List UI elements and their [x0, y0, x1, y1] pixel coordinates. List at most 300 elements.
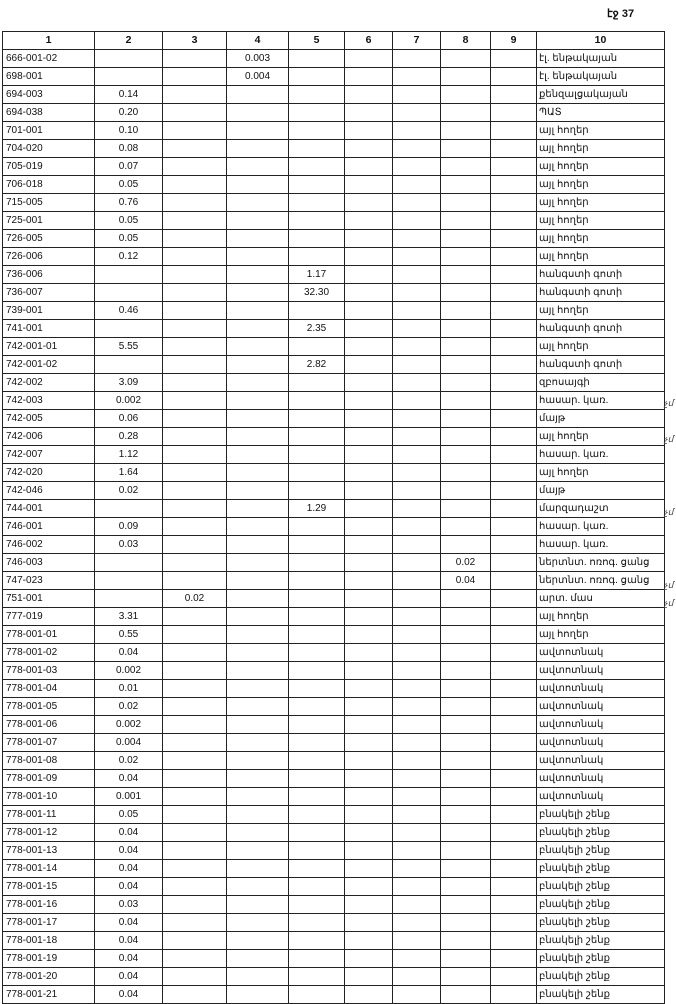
area-cell [163, 734, 227, 752]
table-row [3, 428, 665, 446]
area-cell [227, 176, 289, 194]
area-cell [163, 662, 227, 680]
area-cell [95, 590, 163, 608]
area-cell [345, 158, 393, 176]
area-cell [289, 176, 345, 194]
area-cell [441, 590, 491, 608]
area-cell [289, 158, 345, 176]
area-cell [345, 608, 393, 626]
area-cell: 3.09 [95, 374, 163, 392]
table-row [3, 716, 665, 734]
table-row [3, 824, 665, 842]
area-cell [441, 284, 491, 302]
area-cell [441, 446, 491, 464]
area-cell [491, 608, 537, 626]
area-cell [163, 770, 227, 788]
area-cell: 0.04 [95, 914, 163, 932]
parcel-code-cell: 778-001-04 [3, 680, 95, 698]
area-cell [163, 374, 227, 392]
area-cell [227, 734, 289, 752]
parcel-code-cell: 778-001-09 [3, 770, 95, 788]
area-cell [163, 896, 227, 914]
area-cell: 0.002 [95, 716, 163, 734]
area-cell [289, 590, 345, 608]
area-cell [289, 608, 345, 626]
area-cell [289, 896, 345, 914]
area-cell [491, 644, 537, 662]
area-cell [491, 770, 537, 788]
parcel-code-cell: 778-001-03 [3, 662, 95, 680]
land-use-cell: այլ հողեր [537, 302, 665, 320]
area-cell [393, 284, 441, 302]
area-cell [227, 842, 289, 860]
parcel-code-cell: 778-001-19 [3, 950, 95, 968]
area-cell [95, 266, 163, 284]
area-cell [441, 734, 491, 752]
land-use-cell: այլ հողեր [537, 176, 665, 194]
area-cell [227, 518, 289, 536]
parcel-code-cell: 698-001 [3, 68, 95, 86]
land-use-cell: հանգստի գոտի [537, 284, 665, 302]
area-cell [393, 842, 441, 860]
parcel-code-cell: 742-001-02 [3, 356, 95, 374]
land-use-cell: այլ հողեր [537, 248, 665, 266]
area-cell [289, 986, 345, 1004]
area-cell: 0.03 [95, 536, 163, 554]
area-cell [227, 950, 289, 968]
area-cell [491, 842, 537, 860]
area-cell [393, 230, 441, 248]
area-cell: 0.04 [95, 644, 163, 662]
area-cell [227, 806, 289, 824]
area-cell [441, 50, 491, 68]
area-cell [289, 536, 345, 554]
area-cell [163, 140, 227, 158]
land-use-cell: բնակելի շենք [537, 878, 665, 896]
area-cell [289, 860, 345, 878]
area-cell [491, 500, 537, 518]
parcel-code-cell: 666-001-02 [3, 50, 95, 68]
area-cell [441, 662, 491, 680]
area-cell [163, 572, 227, 590]
area-cell [393, 374, 441, 392]
table-row [3, 140, 665, 158]
area-cell [163, 446, 227, 464]
table-row [3, 86, 665, 104]
area-cell [441, 824, 491, 842]
area-cell [227, 878, 289, 896]
area-cell [393, 824, 441, 842]
area-cell [441, 680, 491, 698]
area-cell [227, 428, 289, 446]
area-cell: 32.30 [289, 284, 345, 302]
land-use-cell: ավտոտնակ [537, 734, 665, 752]
area-cell [289, 410, 345, 428]
parcel-code-cell: 742-002 [3, 374, 95, 392]
column-header: 9 [491, 32, 537, 50]
land-use-cell: ներտնտ. ոռոգ. ցանց [537, 572, 665, 590]
area-cell [441, 158, 491, 176]
area-cell [393, 932, 441, 950]
area-cell [441, 374, 491, 392]
parcel-code-cell: 715-005 [3, 194, 95, 212]
area-cell [491, 878, 537, 896]
area-cell [491, 734, 537, 752]
table-row [3, 644, 665, 662]
area-cell [393, 500, 441, 518]
area-cell: 0.02 [163, 590, 227, 608]
area-cell: 0.09 [95, 518, 163, 536]
area-cell [441, 230, 491, 248]
parcel-code-cell: 741-001 [3, 320, 95, 338]
area-cell [289, 374, 345, 392]
area-cell [441, 356, 491, 374]
area-cell: 0.14 [95, 86, 163, 104]
area-cell [491, 428, 537, 446]
area-cell: 0.04 [95, 878, 163, 896]
area-cell [289, 518, 345, 536]
table-row [3, 356, 665, 374]
area-cell [289, 626, 345, 644]
parcel-code-cell: 778-001-10 [3, 788, 95, 806]
table-row [3, 104, 665, 122]
area-cell [441, 86, 491, 104]
area-cell [289, 140, 345, 158]
area-cell [491, 176, 537, 194]
area-cell [491, 392, 537, 410]
area-cell [441, 968, 491, 986]
area-cell [345, 878, 393, 896]
land-use-cell: բնակելի շենք [537, 914, 665, 932]
area-cell [227, 140, 289, 158]
parcel-code-cell: 736-006 [3, 266, 95, 284]
area-cell [163, 914, 227, 932]
area-cell [393, 644, 441, 662]
parcel-code-cell: 742-005 [3, 410, 95, 428]
area-cell [227, 482, 289, 500]
area-cell [95, 284, 163, 302]
header-row [3, 32, 665, 50]
area-cell [227, 230, 289, 248]
area-cell [163, 608, 227, 626]
area-cell [227, 266, 289, 284]
area-cell [491, 698, 537, 716]
parcel-code-cell: 742-006 [3, 428, 95, 446]
parcel-code-cell: 778-001-12 [3, 824, 95, 842]
land-use-cell: մայթ [537, 482, 665, 500]
area-cell [491, 806, 537, 824]
parcel-code-cell: 778-001-02 [3, 644, 95, 662]
area-cell [345, 482, 393, 500]
area-cell [163, 68, 227, 86]
area-cell [345, 716, 393, 734]
area-cell: 2.35 [289, 320, 345, 338]
table-row [3, 482, 665, 500]
land-use-cell: ներտնտ. ոռոգ. ցանց [537, 554, 665, 572]
area-cell [227, 860, 289, 878]
parcel-code-cell: 778-001-17 [3, 914, 95, 932]
parcel-code-cell: 746-002 [3, 536, 95, 554]
area-cell [227, 194, 289, 212]
area-cell: 1.29 [289, 500, 345, 518]
area-cell [289, 824, 345, 842]
area-cell [345, 770, 393, 788]
area-cell [441, 266, 491, 284]
area-cell [163, 788, 227, 806]
parcel-code-cell: 706-018 [3, 176, 95, 194]
area-cell [441, 320, 491, 338]
land-use-cell: այլ հողեր [537, 212, 665, 230]
area-cell [441, 338, 491, 356]
land-use-cell: այլ հողեր [537, 338, 665, 356]
area-cell [345, 734, 393, 752]
area-cell [163, 320, 227, 338]
area-cell [227, 500, 289, 518]
column-header: 3 [163, 32, 227, 50]
area-cell [227, 680, 289, 698]
area-cell [95, 50, 163, 68]
area-cell [441, 500, 491, 518]
area-cell [393, 194, 441, 212]
area-cell [163, 518, 227, 536]
area-cell [227, 104, 289, 122]
area-cell [393, 950, 441, 968]
area-cell [393, 608, 441, 626]
parcel-code-cell: 777-019 [3, 608, 95, 626]
area-cell: 5.55 [95, 338, 163, 356]
area-cell [289, 338, 345, 356]
area-cell [441, 248, 491, 266]
margin-note: չմ [664, 579, 674, 590]
area-cell [491, 950, 537, 968]
area-cell [163, 392, 227, 410]
area-cell: 0.04 [95, 932, 163, 950]
land-use-cell: հանգստի գոտի [537, 356, 665, 374]
table-body [3, 50, 665, 1004]
area-cell [289, 554, 345, 572]
area-cell [345, 554, 393, 572]
area-cell [441, 518, 491, 536]
area-cell: 0.04 [95, 770, 163, 788]
area-cell [163, 158, 227, 176]
land-use-cell: ավտոտնակ [537, 680, 665, 698]
table-row [3, 68, 665, 86]
area-cell [441, 914, 491, 932]
area-cell [227, 932, 289, 950]
area-cell [95, 356, 163, 374]
area-cell: 0.02 [95, 698, 163, 716]
area-cell [345, 536, 393, 554]
area-cell [345, 590, 393, 608]
area-cell [491, 266, 537, 284]
area-cell [441, 68, 491, 86]
table-row [3, 266, 665, 284]
area-cell [227, 770, 289, 788]
area-cell: 0.001 [95, 788, 163, 806]
area-cell [227, 554, 289, 572]
area-cell [441, 302, 491, 320]
area-cell [393, 788, 441, 806]
area-cell: 0.05 [95, 230, 163, 248]
land-use-cell: հասար. կառ. [537, 392, 665, 410]
area-cell [441, 392, 491, 410]
area-cell [345, 338, 393, 356]
area-cell [491, 410, 537, 428]
land-use-cell: մայթ [537, 410, 665, 428]
table-row [3, 302, 665, 320]
column-header: 10 [537, 32, 665, 50]
land-use-cell: հասար. կառ. [537, 536, 665, 554]
parcel-code-cell: 778-001-05 [3, 698, 95, 716]
parcel-code-cell: 739-001 [3, 302, 95, 320]
area-cell [393, 266, 441, 284]
area-cell [289, 932, 345, 950]
parcel-code-cell: 747-023 [3, 572, 95, 590]
parcel-code-cell: 736-007 [3, 284, 95, 302]
land-use-cell: հասար. կառ. [537, 446, 665, 464]
table-row [3, 932, 665, 950]
area-cell [491, 194, 537, 212]
area-cell [491, 536, 537, 554]
parcel-code-cell: 778-001-20 [3, 968, 95, 986]
area-cell [441, 842, 491, 860]
parcel-code-cell: 705-019 [3, 158, 95, 176]
table-row [3, 860, 665, 878]
land-use-cell: հասար. կառ. [537, 518, 665, 536]
area-cell [491, 86, 537, 104]
table-row [3, 536, 665, 554]
area-cell [393, 914, 441, 932]
area-cell [163, 194, 227, 212]
column-header: 8 [441, 32, 491, 50]
table-row [3, 590, 665, 608]
area-cell [393, 392, 441, 410]
area-cell [163, 356, 227, 374]
area-cell [163, 860, 227, 878]
area-cell: 0.76 [95, 194, 163, 212]
area-cell [227, 122, 289, 140]
area-cell [393, 158, 441, 176]
area-cell [227, 662, 289, 680]
area-cell [491, 824, 537, 842]
area-cell [163, 644, 227, 662]
area-cell [227, 302, 289, 320]
area-cell: 0.002 [95, 392, 163, 410]
margin-note: չմ [664, 397, 674, 408]
area-cell [393, 122, 441, 140]
land-use-cell: ՊԱՏ [537, 104, 665, 122]
area-cell [345, 248, 393, 266]
area-cell: 0.20 [95, 104, 163, 122]
area-cell [227, 392, 289, 410]
area-cell: 0.003 [227, 50, 289, 68]
area-cell [491, 518, 537, 536]
table-row [3, 338, 665, 356]
area-cell: 0.004 [227, 68, 289, 86]
margin-note: չմ [664, 598, 674, 608]
area-cell [441, 428, 491, 446]
column-header: 5 [289, 32, 345, 50]
area-cell [163, 752, 227, 770]
area-cell [345, 68, 393, 86]
table-row [3, 122, 665, 140]
area-cell [345, 662, 393, 680]
area-cell [289, 212, 345, 230]
area-cell [163, 212, 227, 230]
area-cell: 0.02 [95, 482, 163, 500]
area-cell [345, 122, 393, 140]
area-cell [393, 50, 441, 68]
area-cell [441, 176, 491, 194]
area-cell [163, 878, 227, 896]
area-cell [345, 698, 393, 716]
parcel-code-cell: 778-001-15 [3, 878, 95, 896]
area-cell [491, 140, 537, 158]
page-number: էջ 37 [607, 8, 635, 20]
area-cell [163, 284, 227, 302]
area-cell [491, 932, 537, 950]
area-cell [393, 626, 441, 644]
area-cell: 1.17 [289, 266, 345, 284]
area-cell [393, 482, 441, 500]
area-cell [345, 86, 393, 104]
land-use-cell: հանգստի գոտի [537, 320, 665, 338]
area-cell [441, 716, 491, 734]
area-cell [345, 896, 393, 914]
area-cell [491, 590, 537, 608]
table-row [3, 50, 665, 68]
area-cell [345, 914, 393, 932]
column-header: 6 [345, 32, 393, 50]
area-cell [441, 536, 491, 554]
area-cell [227, 356, 289, 374]
area-cell [491, 464, 537, 482]
area-cell [393, 590, 441, 608]
area-cell [227, 212, 289, 230]
area-cell [345, 572, 393, 590]
land-use-cell: ավտոտնակ [537, 716, 665, 734]
parcel-code-cell: 778-001-18 [3, 932, 95, 950]
parcel-code-cell: 742-007 [3, 446, 95, 464]
area-cell [345, 392, 393, 410]
table-row [3, 806, 665, 824]
area-cell [491, 158, 537, 176]
area-cell [393, 86, 441, 104]
area-cell [441, 932, 491, 950]
land-use-cell: բնակելի շենք [537, 968, 665, 986]
area-cell [163, 230, 227, 248]
area-cell [163, 50, 227, 68]
area-cell [289, 644, 345, 662]
area-cell [345, 356, 393, 374]
area-cell [95, 572, 163, 590]
table-row [3, 500, 665, 518]
area-cell [393, 770, 441, 788]
area-cell [345, 446, 393, 464]
area-cell [393, 140, 441, 158]
area-cell [227, 644, 289, 662]
parcel-code-cell: 778-001-13 [3, 842, 95, 860]
area-cell [95, 500, 163, 518]
table-row [3, 158, 665, 176]
area-cell [393, 428, 441, 446]
land-use-cell: արտ. մաս [537, 590, 665, 608]
area-cell [227, 338, 289, 356]
land-use-cell: բնակելի շենք [537, 842, 665, 860]
area-cell: 2.82 [289, 356, 345, 374]
area-cell [289, 248, 345, 266]
parcel-code-cell: 751-001 [3, 590, 95, 608]
